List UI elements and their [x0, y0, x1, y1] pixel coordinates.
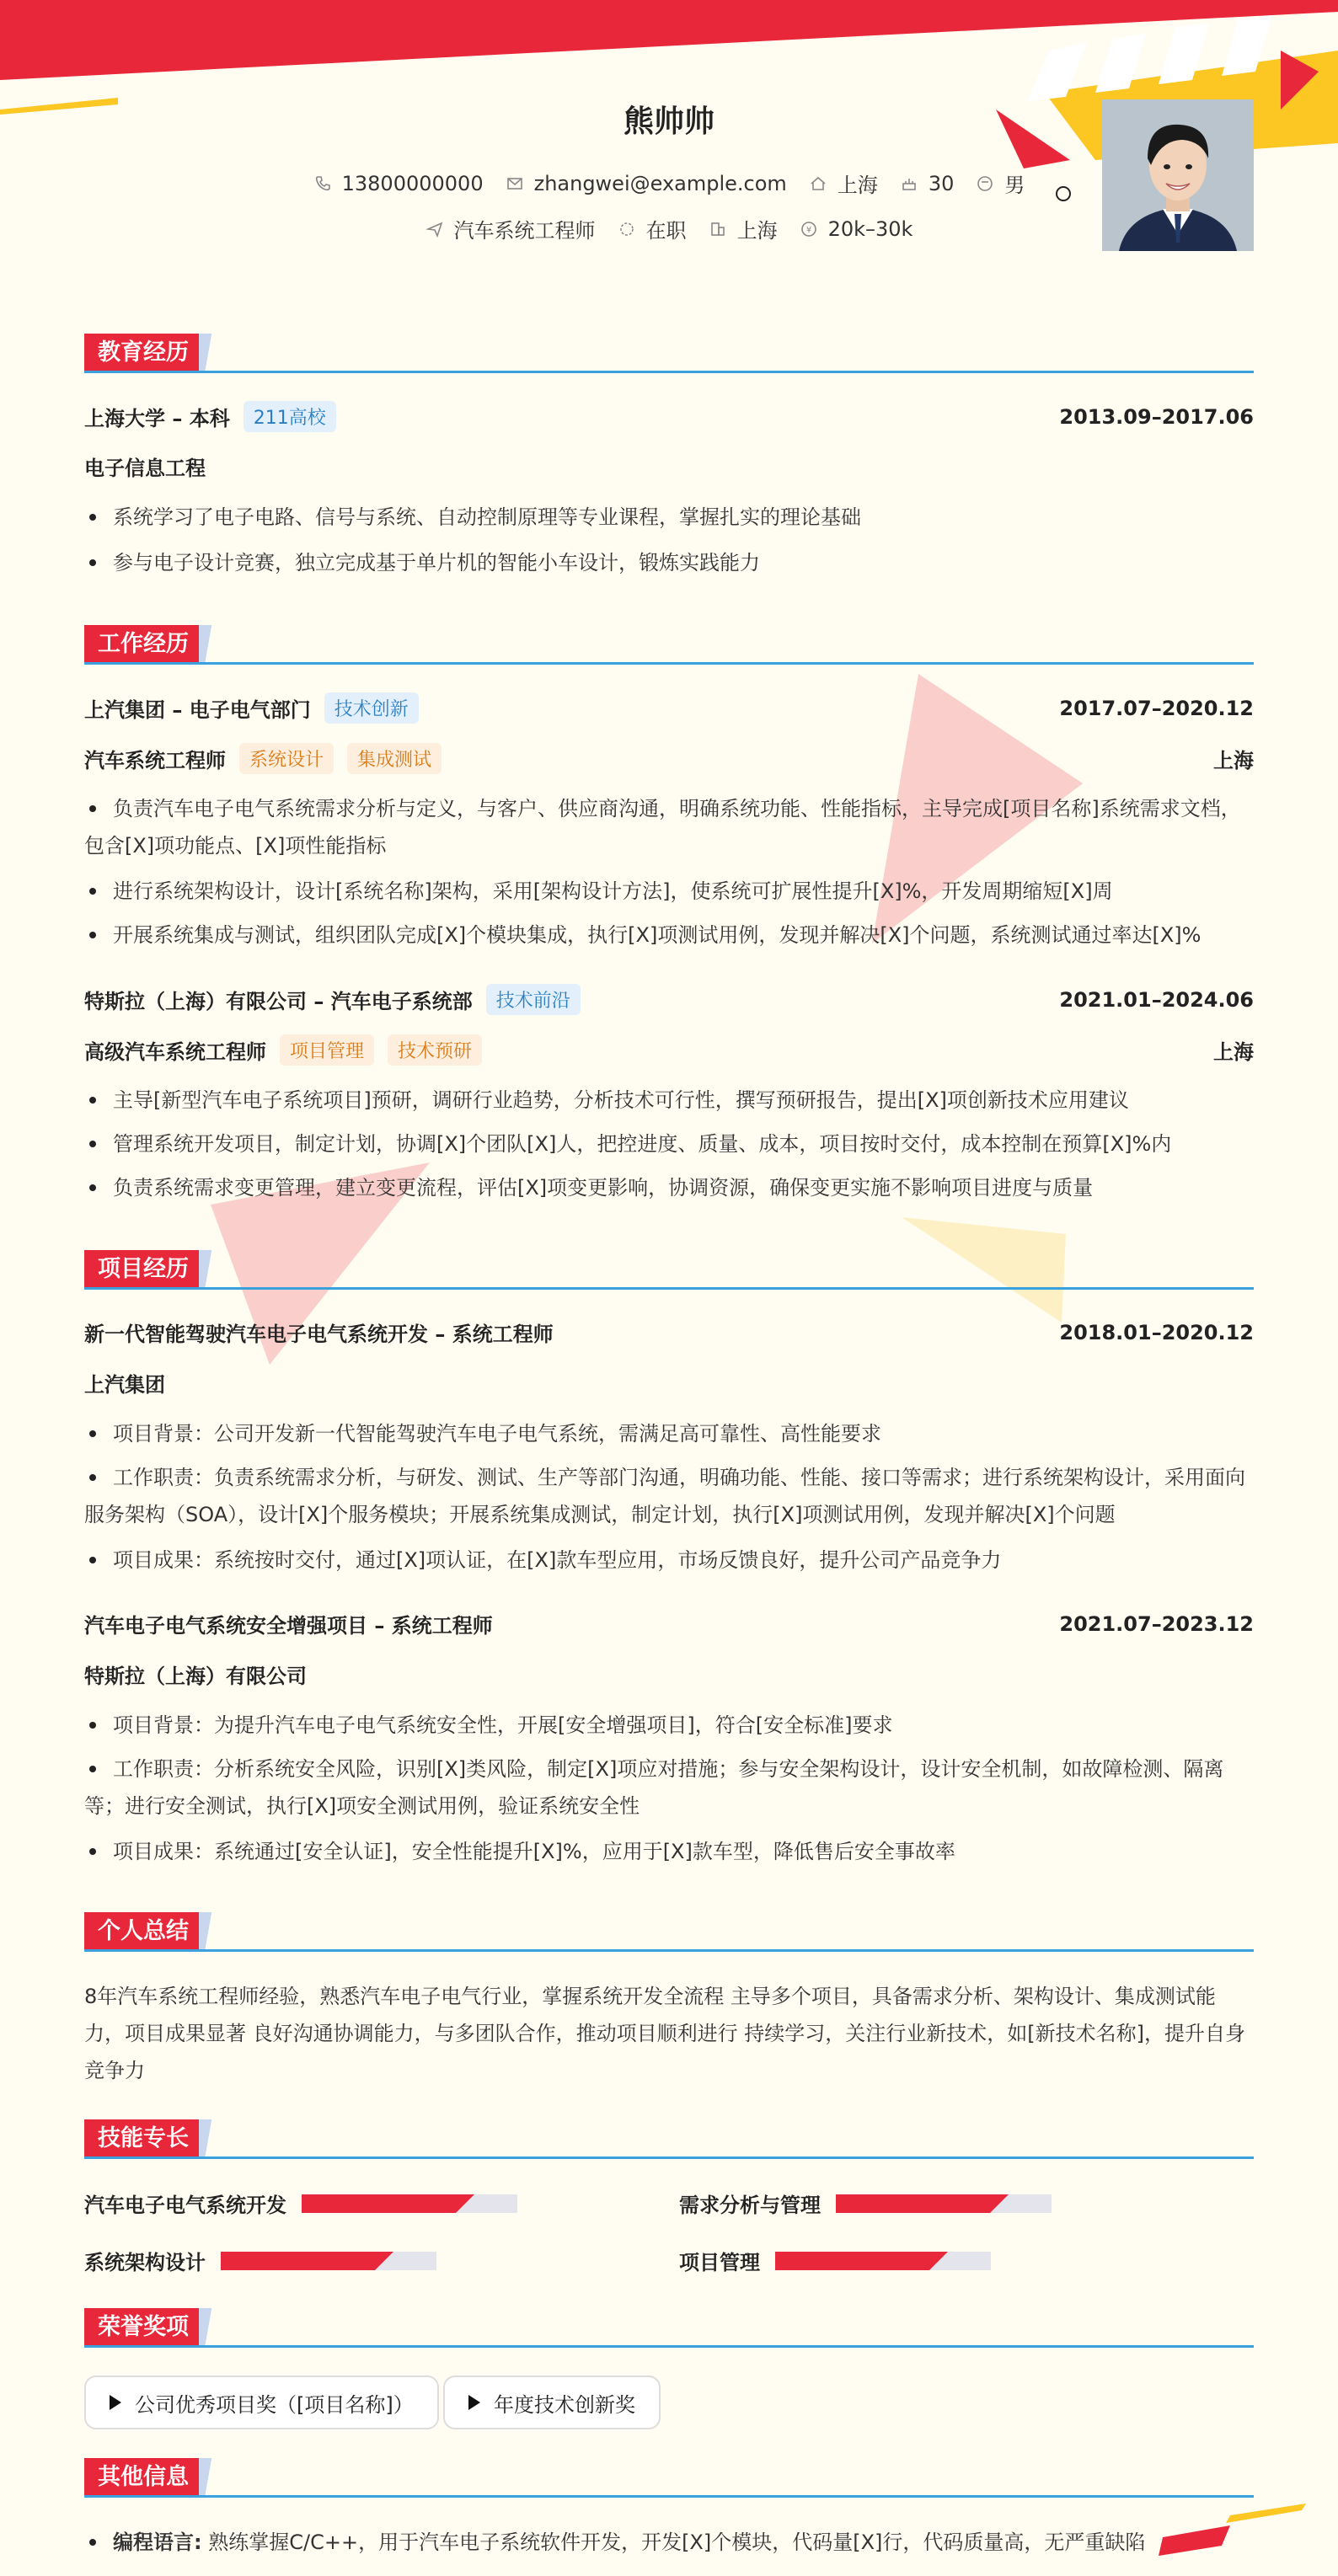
section-header [84, 2119, 1254, 2162]
skill-bar [836, 2194, 1052, 2213]
section-title: 其他信息 [84, 2458, 202, 2497]
mail-icon [506, 174, 524, 193]
list-item: 项目背景：公司开发新一代智能驾驶汽车电子电气系统，需满足高可靠性、高性能要求 [84, 1415, 1254, 1452]
list-item: 系统学习了电子电路、信号与系统、自动控制原理等专业课程，掌握扎实的理论基础 [84, 499, 1254, 536]
play-icon [468, 2395, 480, 2410]
email-address: zhangwei@example.com [533, 171, 787, 195]
work-city: 上海 [1213, 1040, 1254, 1064]
award-name: 年度技术创新奖 [494, 2392, 635, 2417]
section-title-tail [199, 625, 224, 664]
play-icon [110, 2395, 121, 2410]
status-text: 在职 [645, 219, 687, 243]
section-title-tail [199, 2119, 224, 2158]
award-badge [443, 2376, 661, 2429]
list-item: 负责系统需求变更管理，建立变更流程，评估[X]项变更影响，协调资源，确保变更实施不影响项目进度与质量 [84, 1169, 1254, 1206]
work-section [84, 625, 1254, 667]
section-title-tail [199, 2458, 224, 2497]
svg-text:¥: ¥ [805, 225, 811, 235]
section-header [84, 2308, 1254, 2350]
skill-item [84, 2246, 436, 2275]
work-city: 上海 [1213, 749, 1254, 772]
location-item [809, 168, 878, 198]
skill-bar [775, 2252, 991, 2270]
salary-item [800, 217, 913, 241]
school-name: 上海大学 – 本科 [84, 407, 230, 430]
project-title-row [84, 1317, 1254, 1347]
age-text: 30 [928, 171, 955, 195]
section-header [84, 1250, 1254, 1292]
job-info-row [84, 214, 1254, 243]
gender-item [976, 168, 1025, 198]
building-icon [709, 220, 727, 238]
project-title-row [84, 1609, 1254, 1638]
email-item [506, 172, 787, 195]
section-header [84, 334, 1254, 376]
section-title-tail [199, 2308, 224, 2347]
list-item: 工作职责：负责系统需求分析，与研发、测试、生产等部门沟通，明确功能、性能、接口等需求；进行系统架构设计，采用面向 [84, 1459, 1254, 1496]
age-item [900, 172, 955, 195]
list-item: 管理系统开发项目，制定计划，协调[X]个团队[X]人，把控进度、质量、成本，项目按时交付，成本控制在预算[X]%内 [84, 1125, 1254, 1162]
skill-name: 系统架构设计 [84, 2251, 206, 2274]
section-title: 教育经历 [84, 334, 202, 372]
work-period: 2021.01–2024.06 [1059, 987, 1254, 1012]
project-company: 上汽集团 [84, 1373, 165, 1397]
status-item [618, 214, 687, 243]
work-company-row [84, 692, 1254, 724]
education-period: 2013.09–2017.06 [1059, 404, 1254, 429]
section-title: 项目经历 [84, 1250, 202, 1289]
project-section [84, 1250, 1254, 1292]
list-item-continued: 等；进行安全测试，执行[X]项安全测试用例，验证系统安全性 [84, 1794, 640, 1818]
company-name: 特斯拉（上海）有限公司 – 汽车电子系统部 [84, 990, 473, 1013]
work-period: 2017.07–2020.12 [1059, 696, 1254, 720]
list-item-continued: 服务架构（SOA），设计[X]个服务模块；开展系统集成测试，制定计划，执行[X]项测试用例，发现并解决[X]个问题 [84, 1503, 1116, 1526]
role-tag: 技术预研 [388, 1034, 482, 1066]
major-name: 电子信息工程 [84, 457, 206, 480]
summary-line: 8年汽车系统工程师经验，熟悉汽车电子电气行业，掌握系统开发全流程 主导多个项目，具备需求分析、架构设计、集成测试能 [84, 1985, 1216, 2008]
list-item: 工作职责：分析系统安全风险，识别[X]类风险，制定[X]项应对措施；参与安全架构设计，设计安全机制，如故障检测、隔离 [84, 1750, 1254, 1788]
skill-item [84, 2189, 517, 2218]
job-title-text: 汽车系统工程师 [453, 219, 596, 243]
list-item: 负责汽车电子电气系统需求分析与定义，与客户、供应商沟通，明确系统功能、性能指标，主导完成[项目名称]系统需求文档， [84, 790, 1254, 827]
summary-section [84, 1912, 1254, 1954]
other-text: 熟练掌握C/C++，用于汽车电子系统软件开发，开发[X]个模块，代码量[X]行，代码质量高，无严重缺陷 [208, 2531, 1146, 2554]
list-item: 项目成果：系统通过[安全认证]，安全性能提升[X]%，应用于[X]款车型，降低售后安全事故率 [84, 1833, 1254, 1870]
avatar [1102, 99, 1254, 251]
salary-text: 20k–30k [827, 216, 913, 241]
section-divider [84, 1949, 1254, 1952]
phone-number: 13800000000 [341, 171, 484, 195]
gender-text: 男 [1004, 174, 1025, 197]
other-section [84, 2458, 1254, 2500]
section-header [84, 625, 1254, 667]
section-title-tail [199, 1912, 224, 1951]
awards-section [84, 2308, 1254, 2350]
user-face-icon [976, 174, 994, 193]
education-header-row [84, 401, 1254, 432]
company-tag: 技术创新 [324, 692, 419, 724]
section-title-tail [199, 334, 224, 372]
award-name: 公司优秀项目奖（[项目名称]） [135, 2392, 414, 2417]
section-divider [84, 662, 1254, 665]
project-company: 特斯拉（上海）有限公司 [84, 1665, 307, 1688]
section-divider [84, 1287, 1254, 1290]
school-tag: 211高校 [244, 401, 336, 432]
section-header [84, 2458, 1254, 2500]
summary-line: 力，项目成果显著 良好沟通协调能力，与多团队合作，推动项目顺利进行 持续学习，关注行业新技术，如[新技术名称]，提升自身 [84, 2022, 1245, 2045]
project-title: 新一代智能驾驶汽车电子电气系统开发 – 系统工程师 [84, 1323, 554, 1346]
section-title: 技能专长 [84, 2119, 202, 2158]
role-tag: 项目管理 [280, 1034, 374, 1066]
job-title-item [425, 214, 596, 243]
company-name: 上汽集团 – 电子电气部门 [84, 698, 311, 722]
section-header [84, 1912, 1254, 1954]
location-text: 上海 [837, 174, 878, 197]
role-tag: 系统设计 [239, 743, 334, 774]
section-divider [84, 371, 1254, 373]
skills-section [84, 2119, 1254, 2162]
section-title-tail [199, 1250, 224, 1289]
list-item: 项目背景：为提升汽车电子电气系统安全性，开展[安全增强项目]，符合[安全标准]要求 [84, 1707, 1254, 1744]
work-company-row [84, 984, 1254, 1015]
section-divider [84, 2156, 1254, 2159]
list-item: 项目成果：系统按时交付，通过[X]项认证，在[X]款车型应用，市场反馈良好，提升公司产品竞争力 [84, 1542, 1254, 1579]
home-icon [809, 174, 827, 193]
role-title: 高级汽车系统工程师 [84, 1040, 266, 1064]
status-icon [618, 220, 636, 238]
phone-icon [313, 174, 332, 193]
company-tag: 技术前沿 [486, 984, 581, 1015]
project-period: 2021.07–2023.12 [1059, 1611, 1254, 1636]
skill-name: 需求分析与管理 [679, 2194, 821, 2217]
list-item: 开展系统集成与测试，组织团队完成[X]个模块集成，执行[X]项测试用例，发现并解决[X]个问题，系统测试通过率达[X]% [84, 917, 1254, 954]
list-item: 参与电子设计竞赛，独立完成基于单片机的智能小车设计，锻炼实践能力 [84, 544, 1254, 581]
work-role-row [84, 743, 1254, 774]
cake-icon [900, 174, 918, 193]
project-title: 汽车电子电气系统安全增强项目 – 系统工程师 [84, 1614, 493, 1638]
section-title: 荣誉奖项 [84, 2308, 202, 2347]
skill-bar [221, 2252, 436, 2270]
role-tag: 集成测试 [347, 743, 442, 774]
list-item [84, 2524, 1254, 2561]
role-title: 汽车系统工程师 [84, 749, 226, 772]
work-role-row [84, 1034, 1254, 1066]
other-label: 编程语言: [113, 2531, 202, 2554]
summary-line: 竞争力 [84, 2059, 145, 2082]
list-item: 主导[新型汽车电子系统项目]预研，调研行业趋势，分析技术可行性，撰写预研报告，提出[X]项创新技术应用建议 [84, 1082, 1254, 1119]
project-company-row [84, 1368, 1254, 1398]
list-item-continued: 包含[X]项功能点、[X]项性能指标 [84, 834, 387, 858]
list-item: 进行系统架构设计，设计[系统名称]架构，采用[架构设计方法]，使系统可扩展性提升[X]%，开发周期缩短[X]周 [84, 873, 1254, 910]
coin-icon [800, 220, 818, 238]
section-divider [84, 2495, 1254, 2498]
target-city-item [709, 214, 778, 243]
section-divider [84, 2345, 1254, 2348]
target-city-text: 上海 [736, 219, 778, 243]
skill-name: 汽车电子电气系统开发 [84, 2194, 286, 2217]
section-title: 工作经历 [84, 625, 202, 664]
profile-photo [1102, 99, 1254, 251]
project-company-row [84, 1659, 1254, 1689]
send-icon [425, 220, 444, 238]
section-title: 个人总结 [84, 1912, 202, 1951]
skill-name: 项目管理 [679, 2251, 760, 2274]
skill-bar [302, 2194, 517, 2213]
phone-item [313, 172, 484, 195]
education-section [84, 334, 1254, 376]
award-badge [84, 2376, 439, 2429]
contact-row [84, 168, 1254, 198]
skill-item [679, 2246, 991, 2275]
candidate-name: 熊帅帅 [623, 104, 714, 139]
major-row [84, 452, 1254, 481]
project-period: 2018.01–2020.12 [1059, 1320, 1254, 1344]
skill-item [679, 2189, 1052, 2218]
